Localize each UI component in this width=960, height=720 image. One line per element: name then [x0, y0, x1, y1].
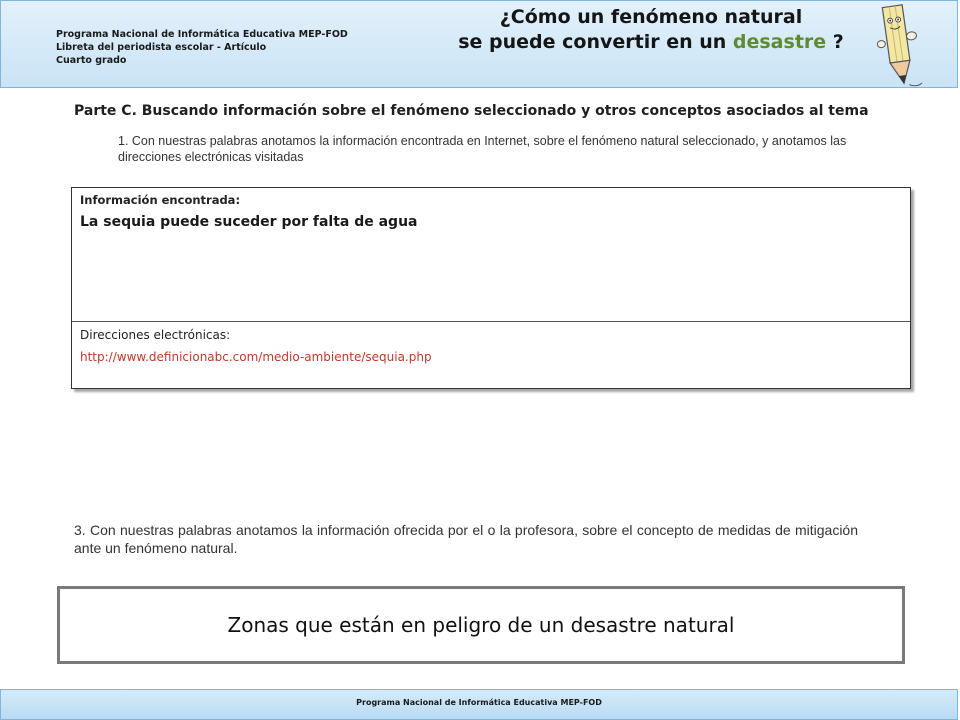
title-accent-word: desastre: [732, 31, 827, 53]
title-line-2-pre: se puede convertir en un: [458, 31, 733, 53]
web-links-label: Direcciones electrónicas:: [80, 328, 231, 342]
header-banner: [0, 0, 958, 88]
header-meta: [56, 28, 348, 67]
instruction-1: 1. Con nuestras palabras anotamos la información encontrada en Internet, sobre el fenómeno natural seleccionado, y anotamos las direcciones electrónicas visitadas: [118, 134, 847, 164]
footer-banner: [0, 689, 958, 720]
footer-text: Programa Nacional de Informática Educativa MEP-FOD: [356, 698, 602, 707]
info-found-value: La sequia puede suceder por falta de agua: [80, 214, 418, 230]
instruction-3: 3. Con nuestras palabras anotamos la información ofrecida por el o la profesora, sobre el concepto de medidas de mitigación ante un fenómeno natural.: [74, 522, 858, 556]
pencil-character-icon: [869, 1, 939, 93]
web-link[interactable]: http://www.definicionabc.com/medio-ambiente/sequia.php: [80, 350, 432, 364]
zones-box: [57, 586, 905, 664]
section-title: Parte C. Buscando información sobre el fenómeno seleccionado y otros conceptos asociados al tema: [74, 103, 869, 119]
info-found-cell: [72, 188, 910, 322]
title-line-2-post: ?: [826, 31, 844, 53]
info-found-label: Información encontrada:: [80, 193, 241, 207]
program-name: Programa Nacional de Informática Educativa MEP-FOD: [56, 29, 348, 40]
title-line-1: ¿Cómo un fenómeno natural: [499, 6, 803, 28]
page-title: [421, 5, 881, 55]
grade: Cuarto grado: [56, 55, 127, 66]
info-table: [71, 187, 911, 389]
title-line-2: [421, 30, 881, 55]
zones-text: Zonas que están en peligro de un desastre natural: [227, 613, 735, 637]
notebook-name: Libreta del periodista escolar - Artículo: [56, 42, 267, 53]
